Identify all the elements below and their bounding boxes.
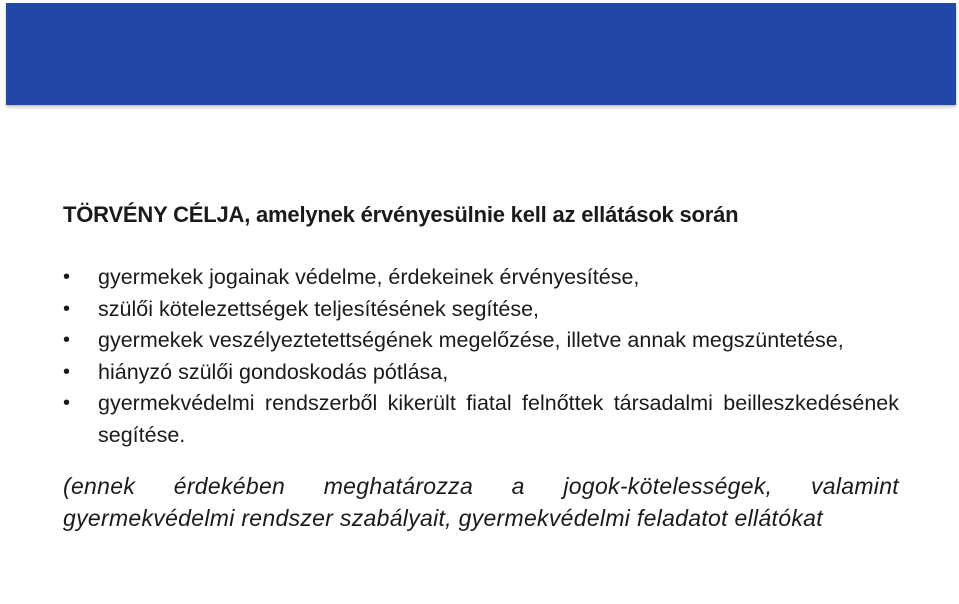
bullet-item: • szülői kötelezettségek teljesítésének segítése, <box>63 294 899 326</box>
bullet-item: • hiányzó szülői gondoskodás pótlása, <box>63 357 899 389</box>
header-banner <box>6 3 956 105</box>
bullet-item: • gyermekek veszélyeztetettségének megelőzése, illetve annak megszüntetése, <box>63 325 899 357</box>
slide-title: TÖRVÉNY CÉLJA, amelynek érvényesülnie kell az ellátások során <box>63 202 739 227</box>
note-paragraph: (ennek érdekében meghatározza a jogok-kötelességek, valamint gyermekvédelmi rendszer szabályait, gyermekvédelmi feladatot ellátókat <box>63 473 899 531</box>
slide-content <box>63 198 899 534</box>
bullet-item: • gyermekek jogainak védelme, érdekeinek érvényesítése, <box>63 262 899 294</box>
bullet-item: • gyermekvédelmi rendszerből kikerült fiatal felnőttek társadalmi beilleszkedésének segítése. <box>63 388 899 451</box>
bullet-list <box>63 262 899 451</box>
